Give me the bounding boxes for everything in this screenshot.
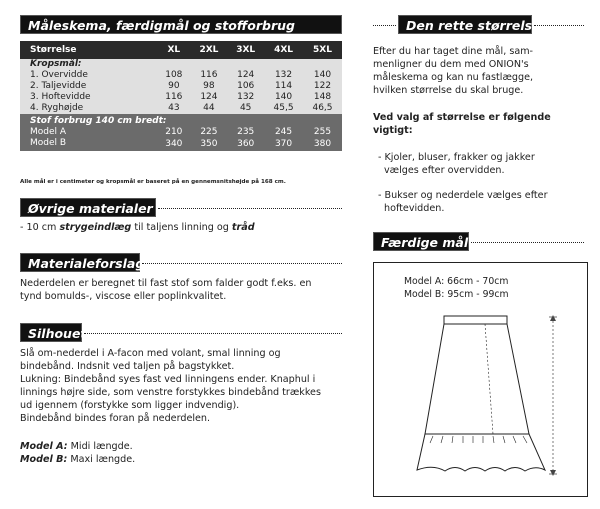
other-materials-text [20, 222, 255, 235]
fabric-suggestion-line: Nederdelen er beregnet til fast stof som falder godt f.eks. en [20, 278, 312, 289]
table-row [20, 81, 342, 92]
table-cell: 46,5 [303, 103, 342, 114]
table-cell: 132 [227, 92, 264, 103]
table-row [20, 138, 342, 151]
divider [142, 263, 342, 264]
right-size-header [398, 15, 541, 34]
size-table-header [20, 15, 342, 34]
right-size-line: menligner du dem med ONION's [373, 59, 529, 70]
table-cell: 4. Ryghøjde [20, 103, 157, 114]
silhouette-header [20, 323, 87, 342]
thread-label: tråd [231, 222, 255, 233]
table-cell: 114 [264, 81, 303, 92]
table-row [20, 92, 342, 103]
model-a-length [20, 441, 133, 454]
table-cell: 3. Hoftevidde [20, 92, 157, 103]
table-cell: 245 [264, 127, 303, 138]
table-row [20, 70, 342, 81]
silhouette-line: bindebånd. Indsnit ved taljen på bagstykket. [20, 361, 235, 372]
table-cell: Model B [20, 138, 157, 151]
table-cell: 90 [157, 81, 190, 92]
fabric-suggestion-header [20, 253, 145, 272]
silhouette-line: ud igennem (forstykke som ligger indvendig). [20, 400, 240, 411]
header-cell: XL [157, 41, 190, 59]
body-section-title: Kropsmål: [20, 59, 342, 70]
table-cell: 255 [303, 127, 342, 138]
table-cell: 124 [227, 70, 264, 81]
right-size-line: måleskema og kan nu fastlægge, [373, 72, 534, 83]
other-text-c: til taljens linning og [131, 222, 232, 233]
fabric-section-title: Stof forbrug 140 cm bredt: [20, 114, 342, 127]
right-size-title: Den rette størrelse [406, 18, 541, 33]
model-b-text: Maxi længde. [67, 454, 136, 465]
table-cell: 45 [227, 103, 264, 114]
right-size-important: Ved valg af størrelse er følgende [373, 112, 551, 123]
skirt-flat-drawing [373, 262, 588, 497]
other-materials-header [20, 198, 156, 217]
table-cell: 140 [303, 70, 342, 81]
table-cell: 148 [303, 92, 342, 103]
bullet-line: - Kjoler, bluser, frakker og jakker [378, 152, 535, 163]
table-cell: 116 [191, 70, 228, 81]
divider [84, 333, 342, 334]
interfacing-label: strygeindlæg [59, 222, 132, 233]
table-footnote: Alle mål er i centimeter og kropsmål er baseret på en gennemsnitshøjde på 168 cm. [20, 179, 286, 185]
table-cell: 350 [191, 138, 228, 151]
header-cell: 2XL [191, 41, 228, 59]
body-section-row [20, 59, 342, 70]
table-cell: 340 [157, 138, 190, 151]
table-cell: 140 [264, 92, 303, 103]
model-a-label: Model A: [20, 441, 68, 452]
bullet-line: - Bukser og nederdele vælges efter [378, 190, 548, 201]
size-table [20, 41, 342, 151]
fabric-suggestion-title: Materialeforslag [28, 256, 145, 271]
right-size-line: hvilken størrelse du skal bruge. [373, 85, 524, 96]
divider [534, 25, 584, 26]
table-row [20, 127, 342, 138]
divider [373, 25, 396, 26]
header-cell: 5XL [303, 41, 342, 59]
table-cell: 98 [191, 81, 228, 92]
table-header-row [20, 41, 342, 59]
divider [158, 208, 342, 209]
header-cell: Størrelse [20, 41, 157, 59]
model-b-label: Model B: [20, 454, 68, 465]
silhouette-line: linnings højre side, som venstre forstykkes bindebånd trækkes [20, 387, 321, 398]
table-cell: 2. Taljevidde [20, 81, 157, 92]
right-size-important: vigtigt: [373, 125, 413, 136]
finished-model-a: Model A: 66cm - 70cm [404, 276, 509, 287]
table-cell: 225 [191, 127, 228, 138]
table-cell: 106 [227, 81, 264, 92]
bullet-line: vælges efter overvidden. [384, 165, 505, 176]
fabric-suggestion-line: tynd bomulds-, viscose eller poplinkvalitet. [20, 291, 227, 302]
table-cell: 124 [191, 92, 228, 103]
table-cell: 44 [191, 103, 228, 114]
table-cell: 235 [227, 127, 264, 138]
fabric-section-row [20, 114, 342, 127]
other-text-a: - 10 cm [20, 222, 60, 233]
model-b-length [20, 454, 135, 467]
silhouette-line: Bindebånd bindes foran på nederdelen. [20, 413, 211, 424]
table-cell: 108 [157, 70, 190, 81]
finished-measurements-title: Færdige mål [381, 235, 469, 250]
divider [471, 242, 584, 243]
header-cell: 3XL [227, 41, 264, 59]
silhouette-title: Silhouet [28, 326, 87, 341]
finished-measurements-header [373, 232, 469, 251]
table-cell: 43 [157, 103, 190, 114]
table-cell: 370 [264, 138, 303, 151]
other-materials-title: Øvrige materialer [28, 201, 153, 216]
finished-model-b: Model B: 95cm - 99cm [404, 289, 509, 300]
silhouette-line: Slå om-nederdel i A-facon med volant, smal linning og [20, 348, 281, 359]
table-cell: 122 [303, 81, 342, 92]
bullet-line: hoftevidden. [384, 203, 445, 214]
table-cell: 1. Overvidde [20, 70, 157, 81]
size-table-title: Måleskema, færdigmål og stofforbrug [28, 18, 295, 33]
header-cell: 4XL [264, 41, 303, 59]
table-row [20, 103, 342, 114]
table-cell: 116 [157, 92, 190, 103]
table-cell: 360 [227, 138, 264, 151]
right-size-line: Efter du har taget dine mål, sam- [373, 46, 534, 57]
table-cell: 210 [157, 127, 190, 138]
model-a-text: Midi længde. [67, 441, 133, 452]
table-cell: 132 [264, 70, 303, 81]
table-cell: 45,5 [264, 103, 303, 114]
table-cell: Model A [20, 127, 157, 138]
silhouette-line: Lukning: Bindebånd syes fast ved linningens ender. Knaphul i [20, 374, 316, 385]
table-cell: 380 [303, 138, 342, 151]
